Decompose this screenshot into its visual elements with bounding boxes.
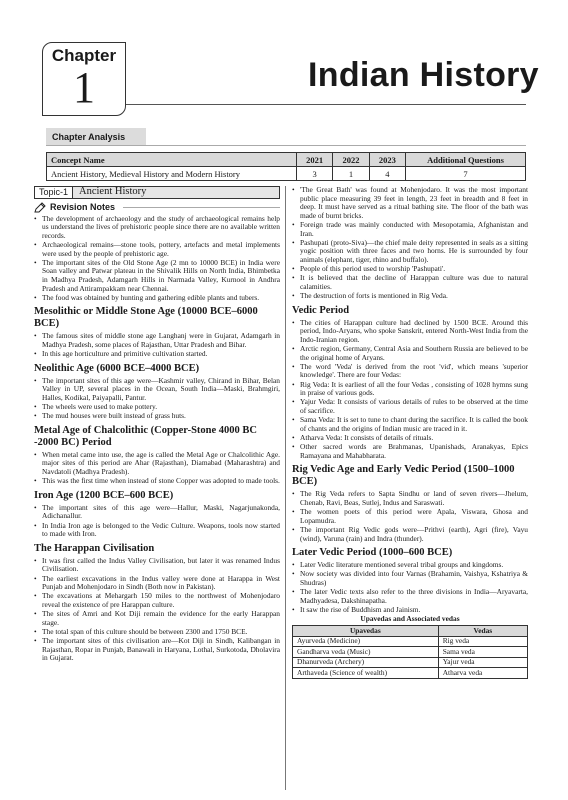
- harappan-continued-list: [292, 186, 528, 301]
- list-item: • It was first called the Indus Valley Civilisation, but later it was renamed Indus Civilisation.: [34, 557, 280, 574]
- table-row: [47, 167, 526, 181]
- title-divider: [126, 104, 526, 105]
- left-column: [34, 186, 280, 663]
- table-row: [293, 647, 528, 658]
- analysis-divider: [46, 145, 526, 146]
- list-item: • Archaeological remains—stone tools, pottery, artefacts and metal implements were used by the people of prehistoric age.: [34, 241, 280, 258]
- list-item: • Arctic region, Germany, Central Asia and Southern Russia are believed to be the original home of Aryans.: [292, 345, 528, 362]
- list-item: • The word 'Veda' is derived from the root 'vid', which means 'superior knowledge'. There are four Vedas:: [292, 363, 528, 380]
- table-cell: 3: [297, 167, 333, 181]
- table-cell: Ayurveda (Medicine): [293, 636, 439, 647]
- table-header-row: [47, 153, 526, 167]
- list-item: • The cities of Harappan culture had declined by 1500 BCE. Around this period, Indo-Aryans, who spoke Sanskrit, entered North-West India from the Indo-Iranian region.: [292, 319, 528, 345]
- upavedas-caption: Upavedas and Associated vedas: [360, 614, 460, 624]
- revision-notes-header: [34, 202, 280, 213]
- table-cell: 4: [369, 167, 405, 181]
- mesolithic-list: [34, 332, 280, 358]
- chapter-word: Chapter: [51, 46, 117, 65]
- upavedas-table: [292, 625, 528, 679]
- neolithic-heading: Neolithic Age (6000 BCE–4000 BCE): [34, 362, 200, 374]
- table-header: Concept Name: [47, 153, 297, 167]
- list-item: • People of this period used to worship 'Pashupati'.: [292, 265, 528, 274]
- chalcolithic-list: [34, 451, 280, 486]
- list-item: • When metal came into use, the age is called the Metal Age or Chalcolithic Age. major sites of this period are Ahar (Rajasthan), Diamabad (Maharashtra) and Navdatoli (Madhya Pradesh).: [34, 451, 280, 477]
- list-item: • The Rig Veda refers to Sapta Sindhu or land of seven rivers—Jhelum, Chenab, Ravi, Beas, Sutlej, Indus and Saraswati.: [292, 490, 528, 507]
- list-item: • The important Rig Vedic gods were—Prithvi (earth), Agri (fire), Vayu (wind), Varuna (rain) and Indra (thunder).: [292, 526, 528, 543]
- chapter-analysis-table: [46, 152, 526, 181]
- iron-age-list: [34, 504, 280, 539]
- vedic-period-heading: Vedic Period: [292, 304, 350, 316]
- list-item: • In India Iron age is belonged to the Vedic Culture. Weapons, tools now started to made with Iron.: [34, 522, 280, 539]
- revision-notes-label: Revision Notes: [50, 201, 116, 212]
- table-row: [293, 668, 528, 679]
- list-item: • Now society was divided into four Varnas (Brahamin, Vaishya, Kshatriya & Shudras): [292, 570, 528, 587]
- list-item: • Atharva Veda: It consists of details of rituals.: [292, 434, 528, 443]
- list-item: • Yajur Veda: It consists of various details of rules to be observed at the time of sacrifice.: [292, 398, 528, 415]
- chapter-number: 1: [73, 63, 95, 112]
- list-item: • The food was obtained by hunting and gathering edible plants and tubers.: [34, 294, 280, 303]
- table-header: Additional Questions: [406, 153, 526, 167]
- table-cell: Atharva veda: [438, 668, 527, 679]
- table-cell: Yajur veda: [438, 657, 527, 668]
- vedic-period-list: [292, 319, 528, 461]
- list-item: • Pashupati (proto-Siva)—the chief male deity represented in seals as a sitting yogic position with three faces and two horns. He is surrounded by four animals (elephant, tiger, rhino and buffalo).: [292, 239, 528, 265]
- list-item: • Sama Veda: It is set to tune to chant during the sacrifice. It is called the book of chants and the origins of Indian music are traced in it.: [292, 416, 528, 433]
- intro-list: [34, 215, 280, 303]
- table-header: 2022: [333, 153, 369, 167]
- chapter-analysis-label: Chapter Analysis: [46, 128, 146, 146]
- table-header: 2021: [297, 153, 333, 167]
- table-cell: 1: [333, 167, 369, 181]
- chapter-title: Indian History: [308, 56, 539, 94]
- table-header: 2023: [369, 153, 405, 167]
- table-header-row: [293, 626, 528, 637]
- table-cell: Arthaveda (Science of wealth): [293, 668, 439, 679]
- list-item: • Later Vedic literature mentioned several tribal groups and kingdoms.: [292, 561, 528, 570]
- rig-vedic-list: [292, 490, 528, 543]
- list-item: • It saw the rise of Buddhism and Jainism.: [292, 606, 528, 615]
- pencil-icon: [34, 202, 46, 213]
- list-item: • This was the first time when instead of stone Copper was adopted to made tools.: [34, 477, 280, 486]
- list-item: • Rig Veda: It is earliest of all the four Vedas , consisting of 1028 hymns sung in praise of various gods.: [292, 381, 528, 398]
- right-column: [292, 186, 528, 679]
- list-item: • The important sites of this age were—Kashmir valley, Chirand in Bihar, Belan Valley in UP, several places in the Ocean, South India—Maski, Brahmgiri, Halles, Kodikal, Paiyapalli, Pantur.: [34, 377, 280, 403]
- topic-name: Ancient History: [73, 186, 280, 199]
- table-cell: 7: [406, 167, 526, 181]
- harappan-heading: The Harappan Civilisation: [34, 542, 155, 554]
- list-item: • The sites of Amri and Kot Diji remain the evidence for the early Harappan stage.: [34, 610, 280, 627]
- chalcolithic-heading: Metal Age of Chalcolithic (Copper-Stone 4000 BC -2000 BC) Period: [34, 424, 258, 448]
- list-item: • The important sites of this civilisation are—Kot Diji in Sindh, Kalibangan in Rajasthan, Ropar in Punjab, Banawali in Haryana, Lothal, Surkotoda, Dholavira in Gujarat.: [34, 637, 280, 663]
- topic-header: [34, 186, 280, 199]
- list-item: • The women poets of this period were Apala, Viswara, Ghosa and Lopamudra.: [292, 508, 528, 525]
- table-cell: Rig veda: [438, 636, 527, 647]
- list-item: • The later Vedic texts also refer to the three divisions in India—Aryavarta, Madhyadesa, Dakshinapatha.: [292, 588, 528, 605]
- list-item: • The total span of this culture should be between 2300 and 1750 BCE.: [34, 628, 280, 637]
- table-row: [293, 657, 528, 668]
- table-cell: Ancient History, Medieval History and Modern History: [47, 167, 297, 181]
- chapter-box: [42, 42, 126, 116]
- list-item: • Foreign trade was mainly conducted with Mesopotamia, Afghanistan and Iran.: [292, 221, 528, 238]
- list-item: • The development of archaeology and the study of archaeological remains help us understand the lives of prehistoric people since there are no available written records.: [34, 215, 280, 241]
- table-header: Upavedas: [293, 626, 439, 637]
- table-cell: Gandharva veda (Music): [293, 647, 439, 658]
- list-item: • The important sites of this age were—Hallur, Maski, Nagarjunakonda, Adichanallur.: [34, 504, 280, 521]
- topic-tag: Topic-1: [34, 186, 73, 199]
- rig-vedic-heading: Rig Vedic Age and Early Vedic Period (1500–1000 BCE): [292, 464, 515, 488]
- mesolithic-heading: Mesolithic or Middle Stone Age (10000 BCE–6000 BCE): [34, 306, 258, 330]
- neolithic-list: [34, 377, 280, 421]
- table-header: Vedas: [438, 626, 527, 637]
- list-item: • The wheels were used to make pottery.: [34, 403, 280, 412]
- later-vedic-list: [292, 561, 528, 614]
- iron-age-heading: Iron Age (1200 BCE–600 BCE): [34, 489, 174, 501]
- later-vedic-heading: Later Vedic Period (1000–600 BCE): [292, 547, 453, 559]
- list-item: • Other sacred words are Brahmanas, Upanishads, Aranakyas, Epics Ramayana and Mahabharata.: [292, 443, 528, 460]
- list-item: • The earliest excavations in the Indus valley were done at Harappa in West Punjab and Mohenjodaro in Sindh (Both now in Pakistan).: [34, 575, 280, 592]
- column-divider: [285, 186, 286, 790]
- list-item: • The excavations at Mehargarh 150 miles to the northwest of Mohenjodaro reveal the existence of pre Harappan culture.: [34, 592, 280, 609]
- list-item: • 'The Great Bath' was found at Mohenjodaro. It was the most important public place measuring 39 feet in length, 23 feet in breadth and 8 feet in deep. It must have served as a ritual bathing site. The floor of the bath was made of burnt bricks.: [292, 186, 528, 220]
- table-cell: Sama veda: [438, 647, 527, 658]
- list-item: • The destruction of forts is mentioned in Rig Veda.: [292, 292, 528, 301]
- revision-divider: [123, 207, 280, 208]
- list-item: • The mud houses were built instead of grass huts.: [34, 412, 280, 421]
- list-item: • The important sites of the Old Stone Age (2 mn to 10000 BCE) in India were Soan valley and Patwar plateau in the Shivalik Hills on North India, Bhimbetka in Madhya Pradesh, Adamgarh Hills in Narmada Valley, Kurnool in Andhra Pradesh and Attirampakkam near Chennai.: [34, 259, 280, 293]
- list-item: • In this age horticulture and primitive cultivation started.: [34, 350, 280, 359]
- list-item: • The famous sites of middle stone age Langhanj were in Gujarat, Adamgarh in Madhya Pradesh, some places of Rajasthan, Uttar Pradesh and Bihar.: [34, 332, 280, 349]
- table-cell: Dhanurveda (Archery): [293, 657, 439, 668]
- list-item: • It is believed that the decline of Harappan culture was due to natural calamities.: [292, 274, 528, 291]
- table-row: [293, 636, 528, 647]
- harappan-list: [34, 557, 280, 663]
